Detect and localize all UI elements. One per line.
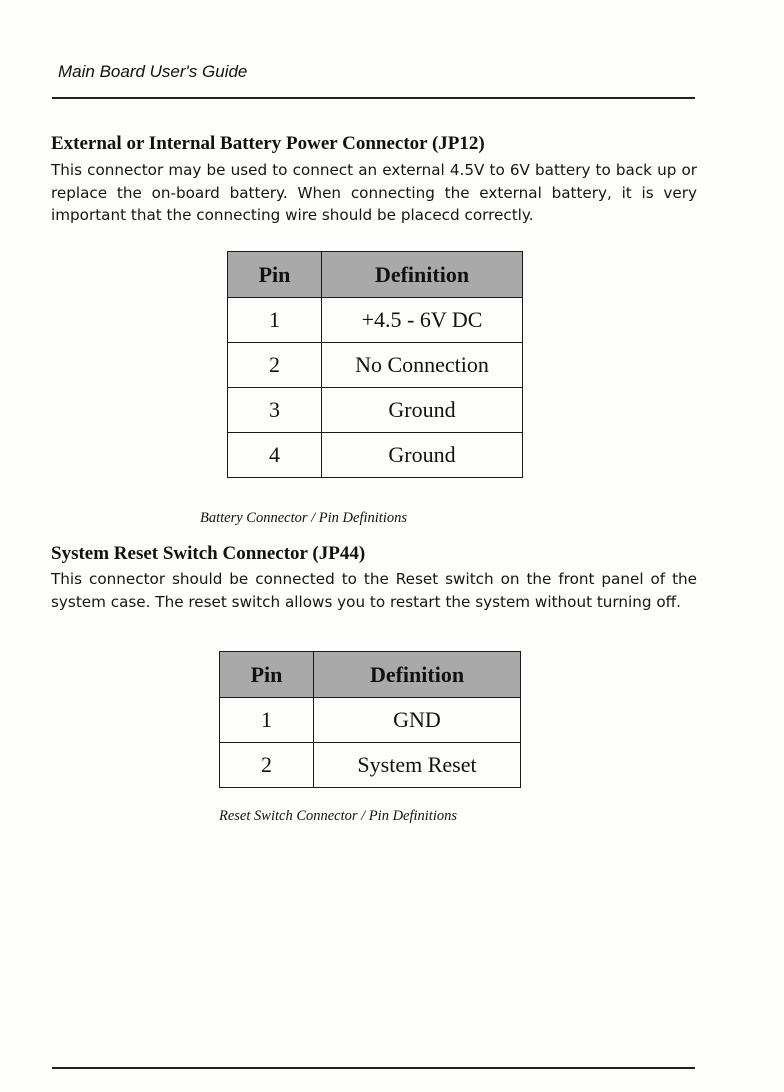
table-row [220,698,521,743]
definition-cell: Ground [322,388,523,433]
table-row [228,388,523,433]
battery-section-title: External or Internal Battery Power Connector (JP12) [51,133,485,154]
column-header-pin: Pin [228,252,322,298]
table-row [228,298,523,343]
definition-cell: No Connection [322,343,523,388]
reset-table-caption: Reset Switch Connector / Pin Definitions [219,808,458,824]
table-row [228,343,523,388]
definition-cell: System Reset [314,743,521,788]
column-header-definition: Definition [314,652,521,698]
pin-cell: 4 [228,433,322,478]
running-header: Main Board User's Guide [58,62,248,81]
header-rule [52,97,695,99]
table-header-row [220,652,521,698]
reset-section-title: System Reset Switch Connector (JP44) [51,543,366,564]
table-row [228,433,523,478]
reset-pin-table [219,651,521,788]
pin-cell: 3 [228,388,322,433]
pin-cell: 2 [220,743,314,788]
table-row [220,743,521,788]
pin-cell: 1 [228,298,322,343]
battery-table-caption: Battery Connector / Pin Definitions [200,510,408,526]
definition-cell: GND [314,698,521,743]
definition-cell: +4.5 - 6V DC [322,298,523,343]
column-header-pin: Pin [220,652,314,698]
battery-section-description: This connector may be used to connect an external 4.5V to 6V battery to back up or replace the on-board battery. When connecting the external battery, it is very important that the connecting wire should be placecd correctly. [51,161,697,224]
pin-cell: 2 [228,343,322,388]
pin-cell: 1 [220,698,314,743]
column-header-definition: Definition [322,252,523,298]
table-header-row [228,252,523,298]
reset-section-description: This connector should be connected to the Reset switch on the front panel of the system case. The reset switch allows you to restart the system without turning off. [51,570,697,611]
battery-pin-table [227,251,523,478]
footer-rule [52,1067,695,1069]
definition-cell: Ground [322,433,523,478]
